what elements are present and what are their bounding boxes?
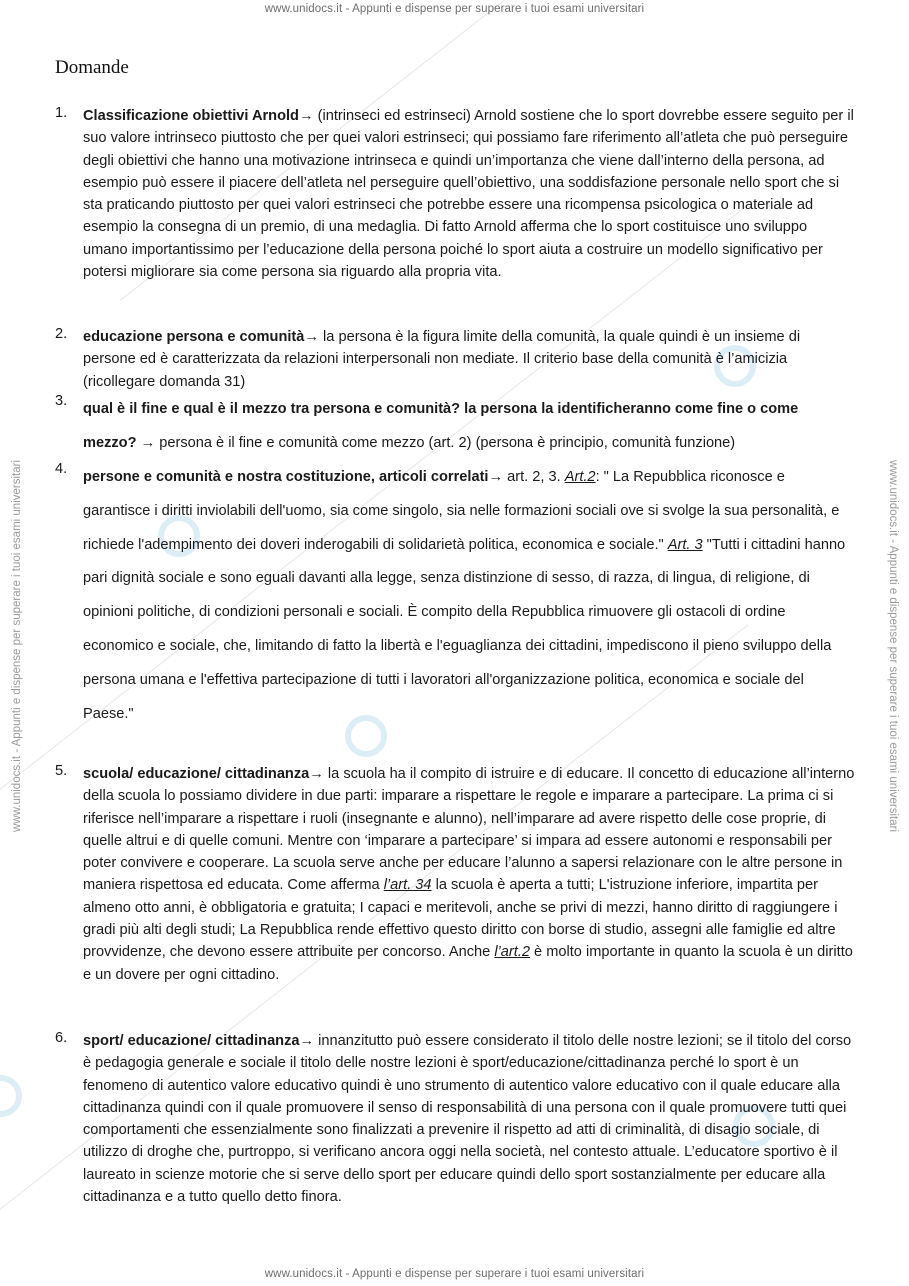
arrow-icon: → <box>299 1033 315 1049</box>
item-number: 5. <box>55 763 68 779</box>
item-title: qual è il fine e qual è il mezzo tra persona e comunità? la persona la identificheranno come fine o come mezzo? <box>83 401 799 451</box>
arrow-icon: → <box>304 329 319 345</box>
item-body <box>83 326 855 393</box>
item-text: : " La Repubblica riconosce e garantisce i diritti inviolabili dell'uomo, sia come singolo, sia nelle formazioni sociali ove si svolge la sua personalità, e richiede l'adempimento dei doveri inderogabili di solidarietà politica, economica e sociale." <box>83 469 840 553</box>
item-title: Classificazione obiettivi Arnold <box>83 108 299 124</box>
article-ref: Art. 3 <box>667 536 703 553</box>
watermark-bottom: www.unidocs.it - Appunti e dispense per superare i tuoi esami universitari <box>264 1268 645 1280</box>
arrow-icon: → <box>136 434 156 451</box>
page-title: Domande <box>55 57 129 78</box>
item-text: la persona è la figura limite della comunità, la quale quindi è un insieme di persone ed è caratterizzata da relazioni interpersonali non mediate. Il criterio base della comunità è l’amicizia (ricollegare domanda 31) <box>83 329 801 390</box>
item-text: (intrinseci ed estrinseci) Arnold sostiene che lo sport dovrebbe essere seguito per il suo valore intrinseco piuttosto che per quei valori estrinseci; qui possiamo fare riferimento all’atleta che può perseguire degli obiettivi che hanno una motivazione intrinseca e quindi un’importanza che viene dall’interno della persona, ad esempio può essere il piacere dell’atleta nel perseguire quell’obiettivo, una soddisfazione personale nello sport che si sta praticando piuttosto per quei valori estrinseci che potrebbe essere una ricompensa psicologica o materiale ad esempio la consegna di un premio, di una medaglia. Di fatto Arnold afferma che lo sport costituisce uno sviluppo umano importantissimo per l’educazione della persona poiché lo sport aiuta a costruire un modello significativo per potersi migliorare sia come persona sia riguardo alla propria vita. <box>83 108 854 281</box>
item-text: la scuola ha il compito di istruire e di educare. Il concetto di educazione all’interno della scuola lo possiamo dividere in due parti: imparare a rispettare le regole e imparare a partecipare. La prima ci si riferisce nell’imparare a rispettare i ruoli (insegnante e alunno), nell’imparare ad avere rispetto delle cose proprie, di quelle altrui e di quelle comuni. Mentre con ‘imparare a partecipare’ si impara ad essere autonomi e responsabili per poter convivere e cooperare. La scuola serve anche per educare l’alunno a sapersi relazionare con le altre persone in maniera rispettosa ed educata. Come afferma <box>83 766 855 894</box>
watermark-top: www.unidocs.it - Appunti e dispense per superare i tuoi esami universitari <box>264 3 645 15</box>
item-title: educazione persona e comunità <box>83 329 305 345</box>
article-ref: l’art.2 <box>494 944 530 961</box>
item-number: 4. <box>55 461 68 477</box>
arrow-icon: → <box>309 766 324 782</box>
arrow-icon: → <box>488 469 504 485</box>
item-body <box>83 393 855 461</box>
article-ref: l’art. 34 <box>383 877 432 894</box>
item-number: 1. <box>55 105 68 121</box>
item-title: persone e comunità e nostra costituzione, articoli correlati <box>83 469 489 485</box>
article-ref: Art.2 <box>564 469 596 485</box>
item-title: sport/ educazione/ cittadinanza <box>83 1033 300 1049</box>
item-number: 6. <box>55 1030 68 1046</box>
watermark-side-left: www.unidocs.it - Appunti e dispense per superare i tuoi esami universitari <box>11 459 23 833</box>
item-text: "Tutti i cittadini hanno pari dignità sociale e sono eguali davanti alla legge, senza distinzione di sesso, di razza, di lingua, di religione, di opinioni politiche, di condizioni personali e sociali. È compito della Repubblica rimuovere gli ostacoli di ordine economico e sociale, che, limitando di fatto la libertà e l'eguaglianza dei cittadini, impediscono il pieno sviluppo della persona umana e l'effettiva partecipazione di tutti i lavoratori all'organizzazione politica, economica e sociale del Paese." <box>83 536 846 722</box>
item-title: scuola/ educazione/ cittadinanza <box>83 766 310 782</box>
watermark-side-right: www.unidocs.it - Appunti e dispense per superare i tuoi esami universitari <box>887 459 899 833</box>
item-number: 2. <box>55 326 68 342</box>
item-body <box>83 105 855 283</box>
arrow-icon: → <box>298 108 314 124</box>
item-body <box>83 763 855 986</box>
item-text: la scuola è aperta a tutti; L'istruzione inferiore, impartita per almeno otto anni, è obbligatoria e gratuita; I capaci e meritevoli, anche se privi di mezzi, hanno diritto di raggiungere i gradi più alti degli studi; La Repubblica rende effettivo questo diritto con borse di studio, assegni alle famiglie ed altre provvidenze, che devono essere attribuite per concorso. Anche <box>83 877 838 961</box>
item-body <box>83 461 855 731</box>
item-text: innanzitutto può essere considerato il titolo delle nostre lezioni; se il titolo del corso è pedagogia generale e sociale il titolo delle nostre lezioni è sport/educazione/cittadinanza perché lo sport è un fenomeno di autentico valore educativo quindi è uno strumento di autentico valore educativo con il quale educare alla cittadinanza quindi con il quale promuovere il senso di responsabilità di una persona con il quale promuovere tutti quei comportamenti che essenzialmente sono finalizzati a prevenire il rispetto ad atti di criminalità, di disagio sociale, di utilizzo di droghe che, purtroppo, si verificano ancora oggi nella società, nel contesto attuale. L’educatore sportivo è il laureato in scienze motorie che si serve dello sport per educare quindi dello sport sostanzialmente per educare alla cittadinanza e a tutto quello detto finora. <box>83 1033 852 1206</box>
item-text: persona è il fine e comunità come mezzo (art. 2) (persona è principio, comunità funzione) <box>155 434 736 451</box>
item-number: 3. <box>55 393 68 409</box>
item-text: art. 2, 3. <box>503 469 565 485</box>
item-body <box>83 1030 855 1208</box>
item-text: è molto importante in quanto la scuola è un diritto e un dovere per ogni cittadino. <box>83 944 853 983</box>
